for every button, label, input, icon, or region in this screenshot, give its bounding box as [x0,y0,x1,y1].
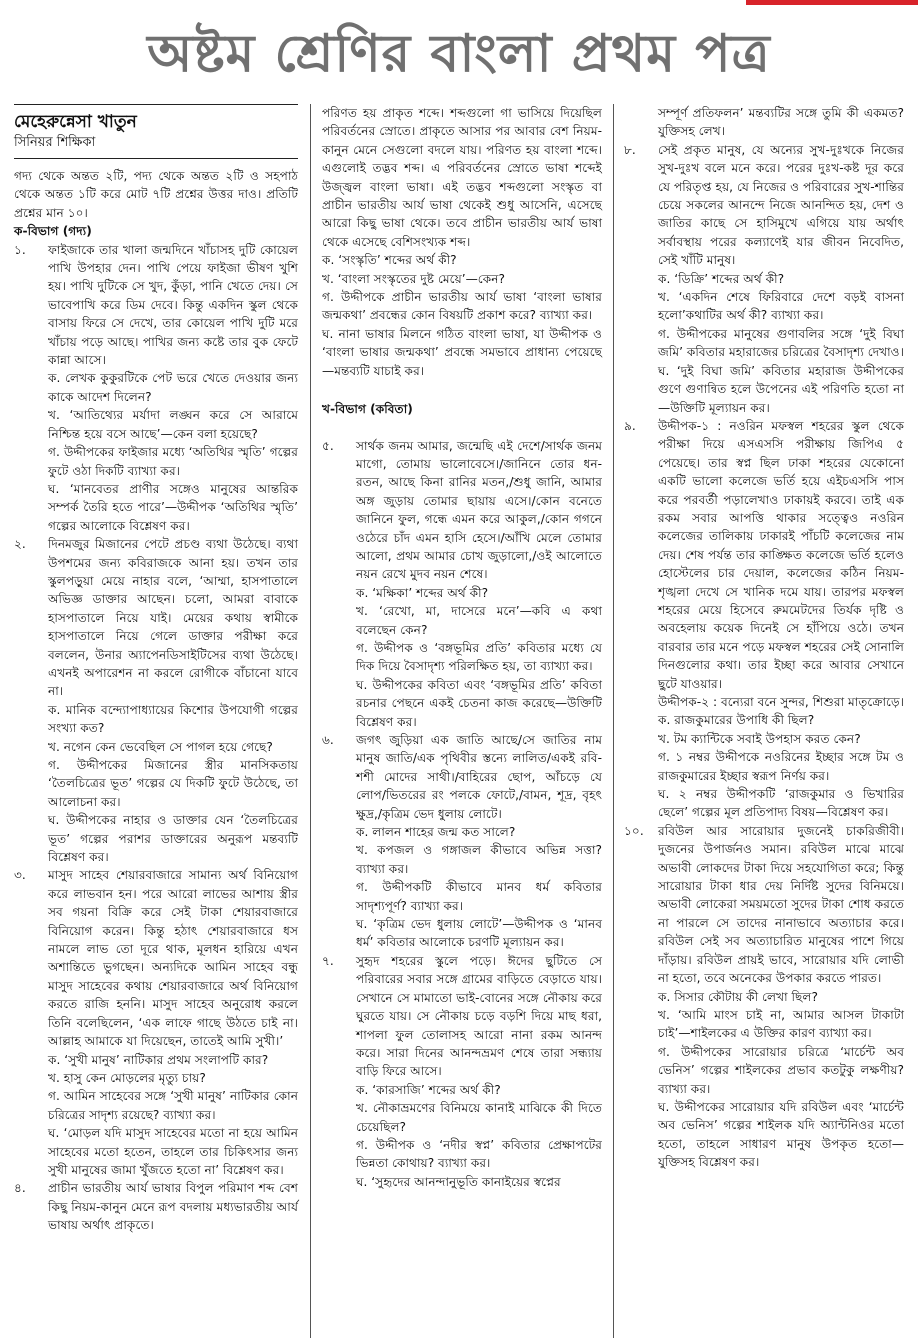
sub-question: ক. সিসার কৌটায় কী লেখা ছিল? [658,989,818,1004]
question-item [624,822,904,1172]
question-body [48,241,298,536]
column-3 [624,104,904,1172]
question-stem: ফাইজাকে তার খালা জন্মদিনে খাঁচাসহ দুটি কোয়েল পাখি উপহার দেন। পাখি পেয়ে ফাইজা ভীষণ খুশি হয়। পাখি দুটিকে সে খুদ, কুঁড়া, পানি খেতে দেয়। সে ভাবেপাখি করে ডিম দেবে। কিন্তু একদিন স্কুল থেকে বাসায় ফিরে সে দেখে, তার কোয়েল পাখি দুটি মরে খাঁচায় পড়ে আছে। পাখির জন্য কষ্টে তার বুক ফেটে কান্না আসে। [48,242,298,368]
continued-passage: পরিণত হয় প্রাকৃত শব্দে। শব্দগুলো গা ভাসিয়ে দিয়েছিল পরিবর্তনের স্রোতে। প্রাকৃতে আসার পর আবার বেশ নিয়ম-কানুন মেনে সেগুলো বদলে যায়। পরিণত হয় বাংলা শব্দে। এগুলোই তদ্ভব শব্দ। এ পরিবর্তনের স্রোতে ভাষা শব্দেই উজ্জ্বল বাংলা ভাষা। এই তদ্ভব শব্দগুলো সংস্কৃত বা প্রাচীন ভারতীয় আর্য ভাষা থেকেই শুধু আসেনি, এসেছে আরো কিছু ভাষা থেকে। তবে প্রাচীন ভারতীয় আর্য ভাষা থেকে এসেছে বেশিসংখ্যক শব্দ। [322,106,602,249]
column-2 [322,104,602,1191]
sub-question: খ. টম ক্যান্টিকে সবাই উপহাস করত কেন? [658,731,861,746]
question-item [322,952,602,1191]
sub-question: গ. উদ্দীপক ও ‘বঙ্গভূমির প্রতি’ কবিতার মধ্যে যে দিক দিয়ে বৈসাদৃশ্য পরিলক্ষিত হয়, তা ব্যাখ্যা কর। [356,640,602,674]
question-stem: সুহৃদ শহরের স্কুলে পড়ে। ঈদের ছুটিতে সে পরিবারের সবার সঙ্গে গ্রামের বাড়িতে বেড়াতে যায়। সেখানে সে মামাতো ভাই-বোনের সঙ্গে নৌকায় করে ঘুরতে যায়। সে নৌকায় চড়ে বড়শি দিয়ে মাছ ধরা, শাপলা ফুল তোলাসহ আরো নানা রকম আনন্দ করে। সারা দিনের আনন্দভ্রমণ শেষে তারা সন্ধ্যায় বাড়ি ফিরে আসে। [356,953,602,1079]
author-block [14,104,298,159]
question-stem: উদ্দীপক-১ : নওরিন মফস্বল শহরের স্কুল থেকে পরীক্ষা দিয়ে এসএসসি পরীক্ষায় জিপিএ ৫ পেয়েছে। তার স্বপ্ন ছিল ঢাকা শহরের যেকোনো একটি ভালো কলেজে ভর্তি হয়ে এইচএসসি পাস করে পরবর্তী পড়ালেখাও ঢাকায়ই করবে। তাই এক রকম সবার আপত্তি থাকার সত্ত্বেও নওরিন কলেজের তালিকায় ঢাকারই পাঁচটি কলেজের নাম দেয়। শেষ পর্যন্ত তার কাঙ্ক্ষিত কলেজে ভর্তি হলেও হোস্টেলের চার দেয়াল, কলেজের কঠিন নিয়ম-শৃঙ্খলা দেখে সে খানিক দমে যায়। তারপর মফস্বল শহরের মেয়ে হিসেবে রুমমেটদের তির্যক দৃষ্টি ও অবহেলায় কয়েক দিনেই সে হাঁপিয়ে ওঠে। তখন বারবার তার মনে পড়ে মফস্বল শহরের সেই সোনালি দিনগুলোর কথা। তার ইচ্ছা করে আবার সেখানে ছুটে যাওয়ার। [658,418,904,691]
question-list [14,241,298,1235]
question-stem: জগৎ জুড়িয়া এক জাতি আছে/সে জাতির নাম মানুষ জাতি/এক পৃথিবীর স্তন্যে লালিত/একই রবি-শশী মোদের সাথী।/বাহিরের ছোপ, আঁচড়ে যে লোপ/ভিতরের রং পলকে ফোটে,/বামন, শূদ্র, বৃহৎ ক্ষুদ্র,/কৃত্রিম ভেদ ধুলায় লোটে। [356,733,602,821]
question-item [14,535,298,866]
sub-question: ক. ‘ডিক্রি’ শব্দের অর্থ কী? [658,271,785,286]
question-stem: সেই প্রকৃত মানুষ, যে অন্যের সুখ-দুঃখকে নিজের সুখ-দুঃখ বলে মনে করে। পরের দুঃখ-কষ্ট দূর করে যে পরিতৃপ্ত হয়, যে নিজের ও পরিবারের সুখ-শান্তির চেয়ে সকলের আনন্দে নিজে আনন্দিত হয়, দেশ ও জাতির কাছে সে হাসিমুখে এগিয়ে যায় অর্থাৎ সর্বাবস্থায় পরের কল্যাণেই যার জীবন নিবেদিত, সেই খাঁটি মানুষ। [658,142,904,268]
sub-question: ক. ‘কারসাজি’ শব্দের অর্থ কী? [356,1082,501,1097]
author-name: মেহেরুন্নেসা খাতুন [14,112,137,132]
sub-question: গ. উদ্দীপকে প্রাচীন ভারতীয় আর্য ভাষা ‘বাংলা ভাষার জন্মকথা’ প্রবন্ধের কোন বিষয়টি প্রকাশ করে? ব্যাখ্যা কর। [322,290,602,323]
question-body [48,535,298,866]
sub-question: খ. ‘রেখো, মা, দাসেরে মনে’—কবি এ কথা বলেছেন কেন? [356,604,602,637]
question-item [322,731,602,952]
question-stem: সার্থক জনম আমার, জন্মেছি এই দেশে/সার্থক জনম মাগো, তোমায় ভালোবেসে।/জানিনে তোর ধন-রতন, আছে কিনা রানির মতন,/শুধু জানি, আমার অঙ্গ জুড়ায় তোমার ছায়ায় এসে।/কোন বনেতে জানিনে ফুল, গন্ধে এমন করে আকুল,/কোন গগনে ওঠেরে চাঁদ এমন হাসি হেসে।/আঁখি মেলে তোমার আলো, প্রথম আমার চোখ জুড়ালো,/ওই আলোতে নয়ন রেখে মুদব নয়ন শেষে। [356,438,602,582]
sub-question: ক. লালন শাহের জন্ম কত সালে? [356,825,516,840]
sub-question: খ. নৌকাভ্রমণের বিনিময়ে কানাই মাঝিকে কী দিতে চেয়েছিল? [356,1101,602,1134]
question-number: ৯. [624,418,636,433]
question-body [356,952,602,1191]
sub-question: ঘ. ‘মানবেতর প্রাণীর সঙ্গেও মানুষের আন্তরিক সম্পর্ক তৈরি হতে পারে’—উদ্দীপক ‘অতিথির স্মৃতি’ গল্পের আলোকে বিশ্লেষণ কর। [48,481,298,533]
question-list [624,141,904,1172]
question-item [14,241,298,536]
question-body [48,866,298,1179]
question-item [14,1179,298,1234]
column-divider-1 [310,104,311,1338]
instructions: গদ্য থেকে অন্তত ২টি, পদ্য থেকে অন্তত ২টি ও সহপাঠ থেকে অন্তত ১টি করে মোট ৭টি প্রশ্নের উত্তর দাও। প্রতিটি প্রশ্নের মান ১০। [14,169,298,220]
question-number: ৪. [14,1181,26,1196]
sub-question: ঘ. ‘কৃত্রিম ভেদ ধুলায় লোটে’—উদ্দীপক ও ‘মানব ধর্ম’ কবিতার আলোকে চরণটি মূল্যায়ন কর। [356,917,602,950]
sub-question: গ. উদ্দীপকের সারোয়ার চরিত্রে ‘মার্চেন্ট অব ভেনিস’ গল্পের শাইলকের প্রভাব কতটুকু লক্ষণীয়? ব্যাখ্যা কর। [658,1044,904,1096]
sub-question: গ. উদ্দীপকের মানুষের গুণাবলির সঙ্গে ‘দুই বিঘা জমি’ কবিতার মহারাজের চরিত্রের বৈসাদৃশ্য দেখাও। [658,326,905,360]
section-heading-poetry: খ-বিভাগ (কবিতা) [322,402,413,417]
sub-question: ক. ‘সংস্কৃতি’ শব্দের অর্থ কী? [322,253,457,268]
continued-subquestion: সম্পূর্ণ প্রতিফলন’ মন্তব্যটির সঙ্গে তুমি কী একমত? যুক্তিসহ লেখ। [658,106,904,139]
question-number: ৫. [322,438,334,453]
question-stem: মাসুদ সাহেব শেয়ারবাজারে সামান্য অর্থ বিনিয়োগ করে লাভবান হন। পরে আরো লাভের আশায় স্ত্রীর সব গয়না বিক্রি করে সেই টাকা শেয়ারবাজারে বিনিয়োগ করেন। কিন্তু হঠাৎ শেয়ারবাজারে ধস নামলে লাভ তো দূরে থাক, মূলধন হারিয়ে এখন অশান্তিতে ভুগছেন। অন্যদিকে আমিন সাহেব বন্ধু মাসুদ সাহেবের কথায় শেয়ারবাজারে অর্থ বিনিয়োগ করতে রাজি হননি। মাসুদ সাহেব অনুরোধ করলে তিনি বলেছিলেন, ‘এক লাফে গাছে উঠতে চাই না। আল্লাহ আমাকে যা দিয়েছেন, তাতেই আমি সুখী।’ [48,868,298,1049]
question-stem: রবিউল আর সারোয়ার দুজনেই চাকরিজীবী। দুজনের উপার্জনও সমান। রবিউল মাঝে মাঝে অভাবী লোকদের টাকা দিয়ে সহযোগিতা করে; কিন্তু সারোয়ার টাকা ধার দেয় নির্দিষ্ট সুদের বিনিময়ে। অভাবী লোকেরা সময়মতো সুদের টাকা শোধ করতে না পারলে সে তাদের নানাভাবে অত্যাচার করে। রবিউল সেই সব অত্যাচারিত মানুষের পাশে গিয়ে দাঁড়ায়। রবিউল প্রায়ই ভাবে, সারোয়ার যদি লোভী না হতো, তবে অনেকের উপকার করতে পারত। [658,823,904,986]
question-number: ৩. [14,868,26,883]
sub-question: ক. ‘মক্ষিকা’ শব্দের অর্থ কী? [356,585,489,600]
question-stem-extra: উদ্দীপক-২ : বন্যেরা বনে সুন্দর, শিশুরা মাতৃক্রোড়ে। [658,695,905,709]
question-body [356,731,602,952]
question-number: ১০. [624,823,644,838]
sub-question: খ. ‘আমি মাংস চাই না, আমার আসল টাকাটা চাই’—শাইলকের এ উক্তির কারণ ব্যাখ্যা কর। [658,1007,904,1041]
sub-question: গ. উদ্দীপকের মিজানের স্ত্রীর মানসিকতায় ‘তৈলচিত্রের ভূত’ গল্পের যে দিকটি ফুটে উঠেছে, তা আলোচনা কর। [48,758,298,809]
question-body [356,437,602,732]
sub-question: ঘ. উদ্দীপকের সারোয়ার যদি রবিউল এবং ‘মার্চেন্ট অব ভেনিস’ গল্পের শাইলক যদি অ্যান্টনিওর মতো হতো, তাহলে সাধারণ মানুষ উপকৃত হতো—যুক্তিসহ বিশ্লেষণ কর। [658,1099,904,1170]
question-number: ৮. [624,142,636,157]
sub-question: খ. ‘একদিন শেষে ফিরিবারে দেশে বড়ই বাসনা হলো’কথাটির অর্থ কী? ব্যাখ্যা কর। [658,290,904,323]
sub-question: ঘ. ‘দুই বিঘা জমি’ কবিতার মহারাজ উদ্দীপকের গুণে গুণান্বিত হলে উপেনের এই পরিণতি হতো না—উক্তিটি মূল্যায়ন কর। [658,363,904,415]
question-item [322,437,602,732]
sub-question: গ. উদ্দীপকটি কীভাবে মানব ধর্ম কবিতার সাদৃশ্যপূর্ণ? ব্যাখ্যা কর। [356,880,602,913]
question-body [658,417,904,822]
question-stem: প্রাচীন ভারতীয় আর্য ভাষার বিপুল পরিমাণ শব্দ বেশ কিছু নিয়ম-কানুন মেনে রূপ বদলায় মধ্যভারতীয় আর্য ভাষায় অর্থাৎ প্রাকৃতে। [48,1181,298,1233]
sub-question: গ. উদ্দীপকের ফাইজার মধ্যে ‘অতিথির স্মৃতি’ গল্পের ফুটে ওঠা দিকটি ব্যাখ্যা কর। [48,445,298,478]
sub-question: গ. ১ নম্বর উদ্দীপকে নওরিনের ইচ্ছার সঙ্গে টম ও রাজকুমারের ইচ্ছার স্বরূপ নির্ণয় কর। [658,750,904,783]
sub-question: খ. ‘আতিথ্যের মর্যাদা লঙ্ঘন করে সে আরামে নিশ্চিন্ত হয়ে বসে আছে’—কেন বলা হয়েছে? [48,408,298,441]
column-divider-2 [613,104,614,1338]
question-item [14,866,298,1179]
question-stem: দিনমজুর মিজানের পেটে প্রচণ্ড ব্যথা উঠেছে। ব্যথা উপশমের জন্য কবিরাজকে আনা হয়। তখন তার স্কুলপড়ুয়া মেয়ে নাহার বলে, ‘আম্মা, হাসপাতালে অভিজ্ঞ ডাক্তার আছেন। চলো, আমরা বাবাকে হাসপাতালে নিয়ে যাই। মেয়ের কথায় স্বামীকে হাসপাতালে নিয়ে গেলে ডাক্তার পরীক্ষা করে বললেন, উনার অ্যাপেনডিসাইটিসের ব্যথা উঠেছে। এখনই অপারেশন না করলে রোগীকে বাঁচানো যাবে না। [48,537,298,699]
sub-question: ঘ. উদ্দীপকের কবিতা এবং ‘বঙ্গভূমির প্রতি’ কবিতা রচনার পেছনে একই চেতনা কাজ করেছে—উক্তিটি বিশ্লেষণ কর। [356,677,602,729]
sub-question: ঘ. ২ নম্বর উদ্দীপকটি ‘রাজকুমার ও ভিখারির ছেলে’ গল্পের মূল প্রতিপাদ্য বিষয়—বিশ্লেষণ কর। [658,787,904,820]
sub-question: ঘ. নানা ভাষার মিলনে গঠিত বাংলা ভাষা, যা উদ্দীপক ও ‘বাংলা ভাষার জন্মকথা’ প্রবন্ধে সমভাবে প্রাধান্য পেয়েছে—মন্তব্যটি যাচাই কর। [322,326,602,378]
sub-question: গ. আমিন সাহেবের সঙ্গে ‘সুখী মানুষ’ নাটিকার কোন চরিত্রের সাদৃশ্য রয়েছে? ব্যাখ্যা কর। [48,1089,298,1122]
question-body [658,141,904,417]
continued-subquestions [322,251,602,380]
question-number: ২. [14,537,26,552]
sub-question: খ. হাসু কেন মোড়লের মৃত্যু চায়? [48,1070,206,1085]
section-heading-prose: ক-বিভাগ (গদ্য) [14,224,92,239]
question-body [48,1179,298,1234]
question-item [624,417,904,822]
question-number: ১. [14,242,26,257]
sub-question: ক. মানিক বন্দ্যোপাধ্যায়ের কিশোর উপযোগী গল্পের সংখ্যা কত? [48,702,298,736]
sub-question: খ. কপজল ও গঙ্গাজল কীভাবে অভিন্ন সত্তা? ব্যাখ্যা কর। [356,843,602,876]
sub-question: ঘ. উদ্দীপকের নাহার ও ডাক্তার যেন ‘তৈলচিত্রের ভূত’ গল্পের পরাশর ডাক্তারের অনুরূপ মন্তব্যটি বিশ্লেষণ কর। [48,813,298,865]
sub-question: গ. উদ্দীপক ও ‘নদীর স্বপ্ন’ কবিতার প্রেক্ষাপটের ভিন্নতা কোথায়? ব্যাখ্যা কর। [356,1137,602,1171]
question-body [658,822,904,1172]
sub-question: ঘ. ‘সুহৃদের আনন্দানুভূতি কানাইয়ের স্বপ্নের [356,1174,561,1189]
top-accent-rule [746,0,918,5]
author-role: সিনিয়র শিক্ষিকা [14,133,298,159]
question-number: ৬. [322,733,334,747]
page-title: অষ্টম শ্রেণির বাংলা প্রথম পত্র [147,24,771,84]
question-list [322,437,602,1192]
sub-question: ক. ‘সুখী মানুষ’ নাটিকার প্রথম সংলাপটি কার? [48,1052,269,1067]
sub-question: ক. রাজকুমারের উপাধি কী ছিল? [658,713,815,728]
sub-question: ক. লেখক কুকুরটিকে পেট ভরে খেতে দেওয়ার জন্য কাকে আদেশ দিলেন? [48,371,298,404]
column-1 [14,104,298,1235]
sub-question: খ. নগেন কেন ভেবেছিল সে পাগল হয়ে গেছে? [48,739,273,754]
question-item [624,141,904,417]
sub-question: ঘ. ‘মোড়ল যদি মাসুদ সাহেবের মতো না হয়ে আমিন সাহেবের মতো হতেন, তাহলে তার চিকিৎসার জন্য সুখী মানুষের জামা খুঁজতে হতো না’ বিশ্লেষণ কর। [48,1126,298,1177]
question-number: ৭. [322,953,334,968]
sub-question: খ. ‘বাংলা সংস্কৃতের দুষ্ট মেয়ে’—কেন? [322,271,506,286]
